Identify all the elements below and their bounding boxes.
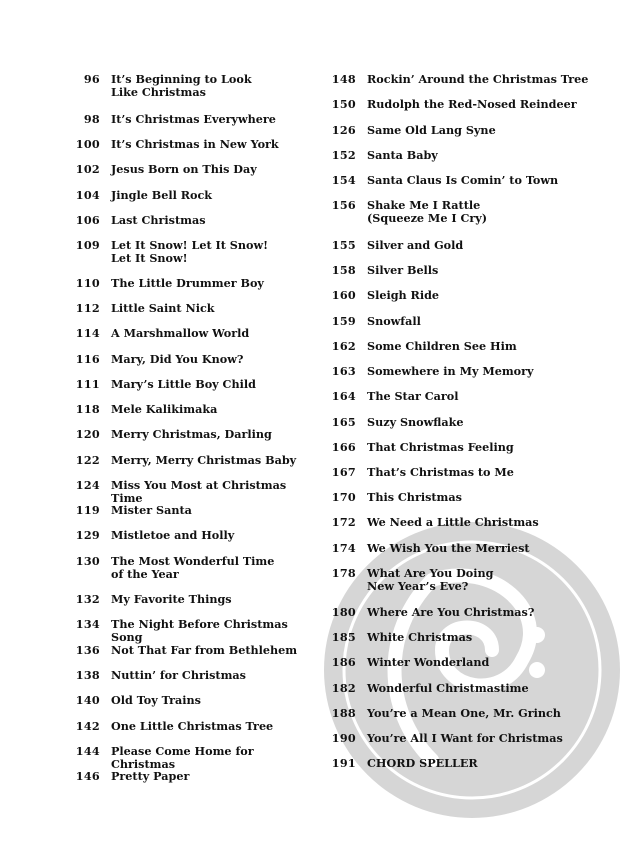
song-title: Mary’s Little Boy Child [111,377,256,391]
page-number: 119 [75,503,100,517]
contents-entry [70,720,273,733]
page-number: 98 [83,112,100,126]
page-number: 100 [75,137,100,151]
contents-entry [326,606,534,619]
song-title: Little Saint Nick [111,301,215,315]
song-title: Same Old Lang Syne [367,123,496,137]
page-number: 182 [331,681,356,695]
contents-entry [70,618,320,644]
song-title: What Are You Doing New Year’s Eve? [367,566,494,593]
song-title: One Little Christmas Tree [111,719,274,733]
song-title: White Christmas [367,630,473,644]
song-title: It’s Christmas Everywhere [111,112,276,126]
contents-entry [70,277,264,290]
song-title: Where Are You Christmas? [367,605,535,619]
song-title: That Christmas Feeling [367,440,514,454]
page-number: 172 [331,515,356,529]
contents-entry [326,340,517,353]
song-title: You’re a Mean One, Mr. Grinch [367,706,561,720]
page-number: 188 [331,706,356,720]
page-number: 112 [75,301,100,315]
contents-entry [326,542,530,555]
song-title: The Little Drummer Boy [111,276,264,290]
contents-entry [326,416,464,429]
page-number: 110 [75,276,100,290]
page-number: 114 [75,326,100,340]
song-title: Rudolph the Red-Nosed Reindeer [367,97,577,111]
page-number: 111 [75,377,100,391]
contents-entry [70,327,249,340]
contents-entry [326,98,577,111]
contents-entry [70,239,268,265]
song-title: It’s Christmas in New York [111,137,279,151]
song-title: Wonderful Christmastime [367,681,529,695]
contents-entry [326,441,514,454]
contents-entry [70,593,232,606]
page-number: 152 [331,148,356,162]
page-number: 190 [331,731,356,745]
contents-entry [70,479,320,505]
page-number: 96 [83,72,100,86]
page-number: 132 [75,592,100,606]
song-title: Mistletoe and Holly [111,528,235,542]
song-title: Santa Baby [367,148,438,162]
song-title: Not That Far from Bethlehem [111,643,298,657]
page-number: 116 [75,352,100,366]
song-title: Rockin’ Around the Christmas Tree [367,72,589,86]
page-number: 180 [331,605,356,619]
contents-entry [70,353,243,366]
song-title: Nuttin’ for Christmas [111,668,246,682]
song-title: Shake Me I Rattle (Squeeze Me I Cry) [367,198,488,225]
page-number: 191 [331,756,356,770]
contents-entry [326,73,588,86]
contents-entry [326,239,463,252]
contents-entry [326,199,487,225]
page-number: 158 [331,263,356,277]
contents-entry [326,124,496,137]
page-number: 124 [75,478,100,492]
page-number: 185 [331,630,356,644]
contents-entry [326,491,462,504]
page-number: 167 [331,465,356,479]
contents-entry [70,163,257,176]
contents-entry [326,631,472,644]
song-title: It’s Beginning to Look Like Christmas [111,72,252,99]
page-number: 178 [331,566,356,580]
song-title: Let It Snow! Let It Snow! Let It Snow! [111,238,269,265]
contents-entry [70,644,297,657]
song-title: Pretty Paper [111,769,190,783]
contents-entry [326,315,421,328]
page-number: 163 [331,364,356,378]
contents-entry [326,567,493,593]
page-number: 164 [331,389,356,403]
contents-entry [326,682,529,695]
song-title: Snowfall [367,314,421,328]
contents-entry [70,504,192,517]
contents-entry [326,390,459,403]
song-title: Some Children See Him [367,339,517,353]
page-number: 118 [75,402,100,416]
page-number: 138 [75,668,100,682]
page-number: 106 [75,213,100,227]
song-title: That’s Christmas to Me [367,465,514,479]
song-title: Mister Santa [111,503,192,517]
page-number: 148 [331,72,356,86]
song-title: We Wish You the Merriest [367,541,530,555]
page-number: 165 [331,415,356,429]
page-number: 134 [75,617,100,631]
song-title: The Star Carol [367,389,459,403]
contents-entry [70,403,217,416]
song-title: Mele Kalikimaka [111,402,218,416]
contents-entry [70,555,274,581]
song-title: Last Christmas [111,213,206,227]
page-number: 122 [75,453,100,467]
contents-entry [70,302,215,315]
song-title: Merry, Merry Christmas Baby [111,453,297,467]
page-number: 160 [331,288,356,302]
song-title: Winter Wonderland [367,655,490,669]
song-title: The Most Wonderful Time of the Year [111,554,275,581]
song-title: Jesus Born on This Day [111,162,257,176]
page-number: 174 [331,541,356,555]
page-number: 126 [331,123,356,137]
page-number: 109 [75,238,100,252]
contents-entry [70,189,212,202]
page-number: 166 [331,440,356,454]
contents-entry [70,529,234,542]
song-title: Mary, Did You Know? [111,352,244,366]
song-title: My Favorite Things [111,592,232,606]
page-number: 104 [75,188,100,202]
song-title: This Christmas [367,490,462,504]
contents-entry [326,289,439,302]
song-title: Suzy Snowflake [367,415,464,429]
contents-entry [70,454,296,467]
page-number: 144 [75,744,100,758]
contents-entry [326,757,478,770]
contents-entry [70,73,252,99]
contents-entry [70,138,279,151]
song-title: Jingle Bell Rock [111,188,213,202]
contents-entry [326,149,438,162]
page-number: 120 [75,427,100,441]
page-number: 155 [331,238,356,252]
song-title: CHORD SPELLER [367,756,478,770]
contents-entry [70,428,272,441]
song-title: Please Come Home for Christmas [111,744,254,771]
page-number: 170 [331,490,356,504]
contents-entry [70,378,256,391]
contents-entry [326,732,563,745]
contents-entry [70,770,189,783]
song-title: You’re All I Want for Christmas [367,731,563,745]
song-title: Merry Christmas, Darling [111,427,272,441]
contents-entry [326,264,438,277]
clef-disc-logo-icon [322,520,622,820]
contents-entry [70,214,206,227]
page-number: 129 [75,528,100,542]
page-number: 142 [75,719,100,733]
contents-entry [326,516,539,529]
song-title: The Night Before Christmas Song [111,617,288,644]
contents-entry [70,745,320,771]
song-title: Santa Claus Is Comin’ to Town [367,173,559,187]
contents-entry [326,174,558,187]
song-title: We Need a Little Christmas [367,515,539,529]
page-number: 186 [331,655,356,669]
contents-entry [326,707,561,720]
contents-entry [326,365,534,378]
song-title: A Marshmallow World [111,326,250,340]
contents-entry [70,669,246,682]
page-number: 102 [75,162,100,176]
page-number: 162 [331,339,356,353]
page-number: 156 [331,198,356,212]
contents-entry [70,113,276,126]
contents-entry [326,466,514,479]
page-number: 150 [331,97,356,111]
contents-entry [70,694,201,707]
page-number: 136 [75,643,100,657]
song-title: Miss You Most at Christmas Time [111,478,287,505]
page-number: 146 [75,769,100,783]
page-number: 140 [75,693,100,707]
page-number: 159 [331,314,356,328]
page-number: 154 [331,173,356,187]
song-title: Silver and Gold [367,238,464,252]
song-title: Old Toy Trains [111,693,201,707]
contents-entry [326,656,489,669]
page-number: 130 [75,554,100,568]
song-title: Somewhere in My Memory [367,364,534,378]
song-title: Silver Bells [367,263,439,277]
song-title: Sleigh Ride [367,288,440,302]
